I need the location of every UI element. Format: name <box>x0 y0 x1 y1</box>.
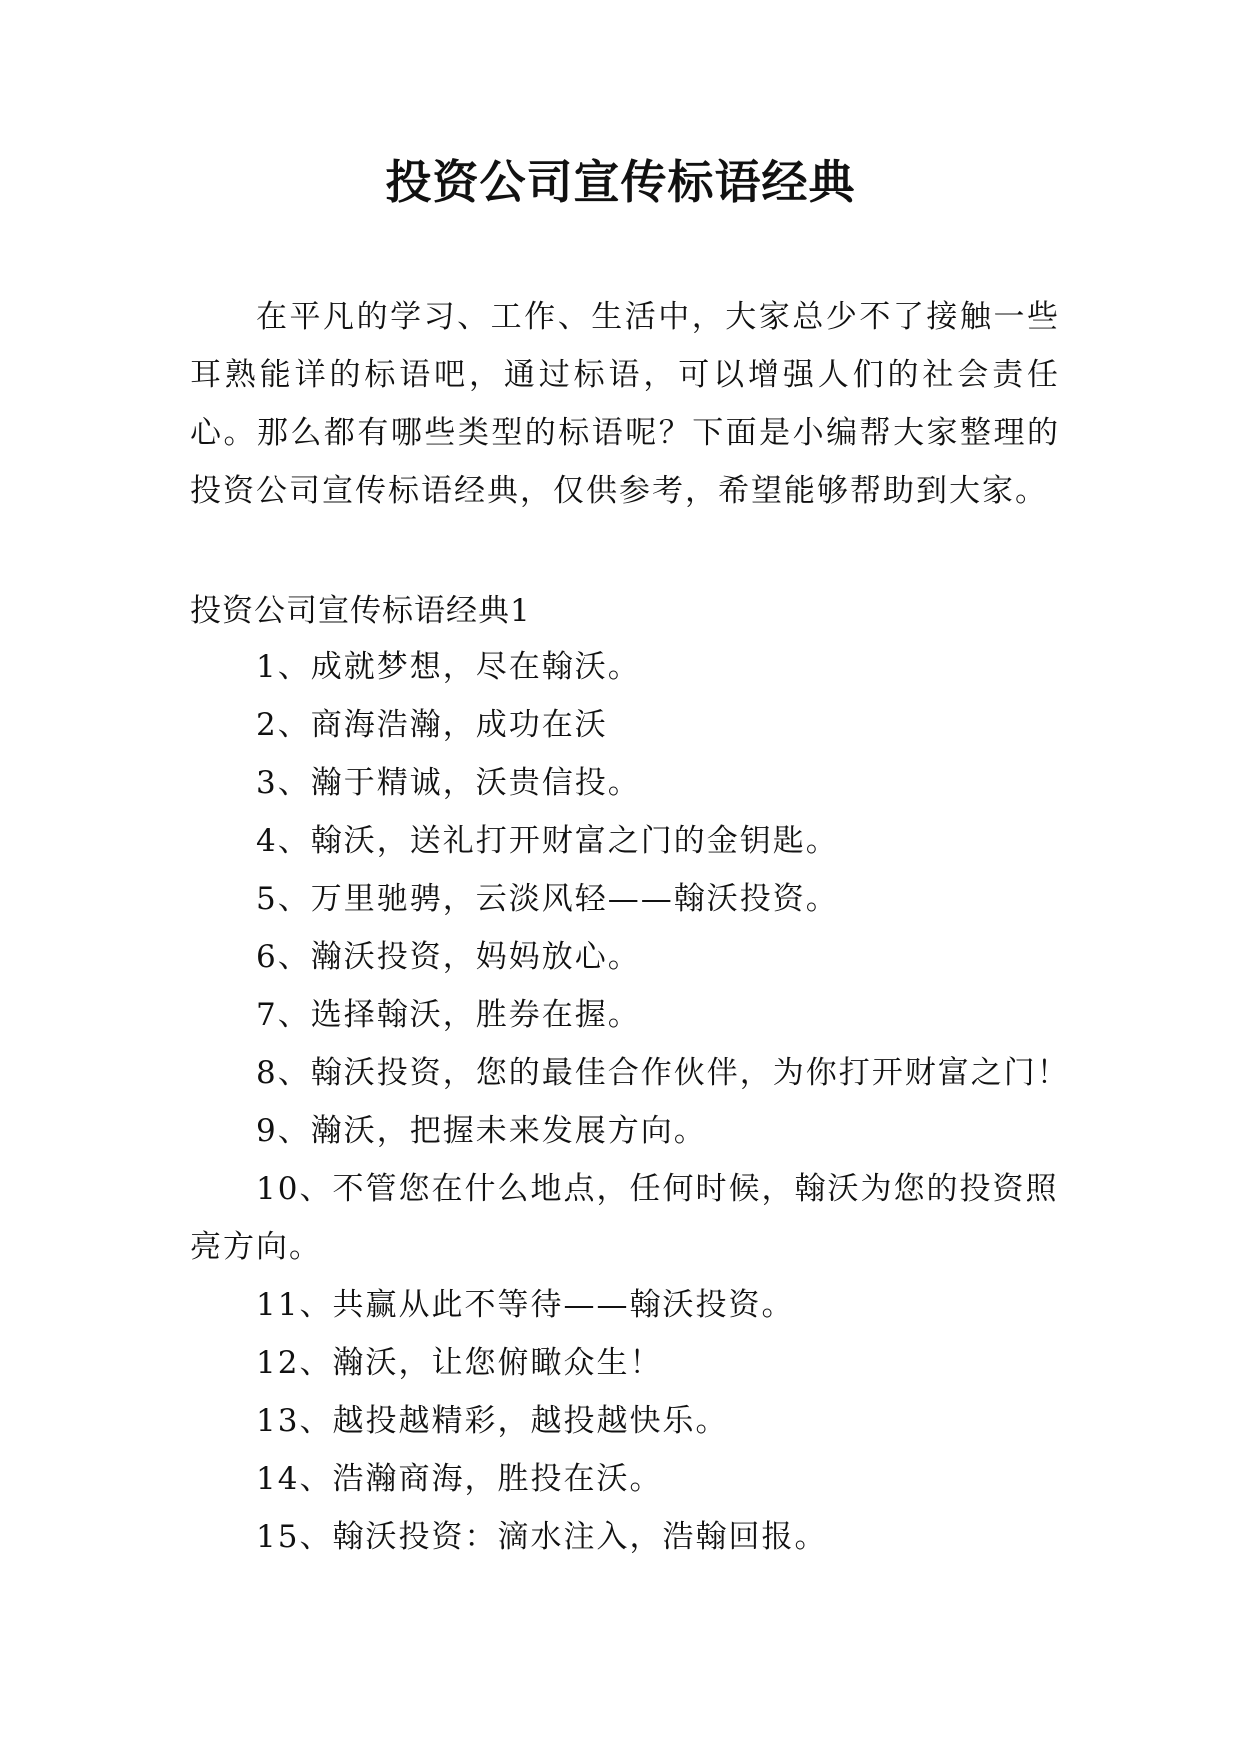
list-item: 6、瀚沃投资，妈妈放心。 <box>256 939 641 975</box>
intro-paragraph: 在平凡的学习、工作、生活中，大家总少不了接触一些耳熟能详的标语吧，通过标语，可以增强人们的社会责任心。那么都有哪些类型的标语呢？下面是小编帮大家整理的投资公司宣传标语经典，仅供参考，希望能够帮助到大家。 <box>190 299 1060 509</box>
list-item: 9、瀚沃，把握未来发展方向。 <box>256 1113 707 1149</box>
document-title: 投资公司宣传标语经典 <box>385 155 856 209</box>
list-item: 14、浩瀚商海，胜投在沃。 <box>256 1461 663 1497</box>
list-item: 13、越投越精彩，越投越快乐。 <box>256 1403 729 1439</box>
list-item: 10、不管您在什么地点，任何时候，翰沃为您的投资照亮方向。 <box>190 1171 1059 1265</box>
list-item: 12、瀚沃，让您俯瞰众生！ <box>256 1345 663 1381</box>
list-item: 15、翰沃投资：滴水注入，浩翰回报。 <box>256 1519 828 1555</box>
list-item: 5、万里驰骋，云淡风轻——翰沃投资。 <box>256 881 839 917</box>
list-item: 11、共赢从此不等待——翰沃投资。 <box>256 1287 795 1323</box>
list-item: 4、翰沃，送礼打开财富之门的金钥匙。 <box>256 823 839 859</box>
list-item: 2、商海浩瀚，成功在沃 <box>256 707 608 743</box>
list-item: 8、翰沃投资，您的最佳合作伙伴，为你打开财富之门！ <box>256 1055 1070 1091</box>
list-item: 7、选择翰沃，胜券在握。 <box>256 997 641 1033</box>
section-heading: 投资公司宣传标语经典1 <box>190 593 531 629</box>
list-item: 1、成就梦想，尽在翰沃。 <box>256 649 641 685</box>
list-item: 3、瀚于精诚，沃贵信投。 <box>256 765 641 801</box>
slogan-list <box>190 638 1080 1566</box>
